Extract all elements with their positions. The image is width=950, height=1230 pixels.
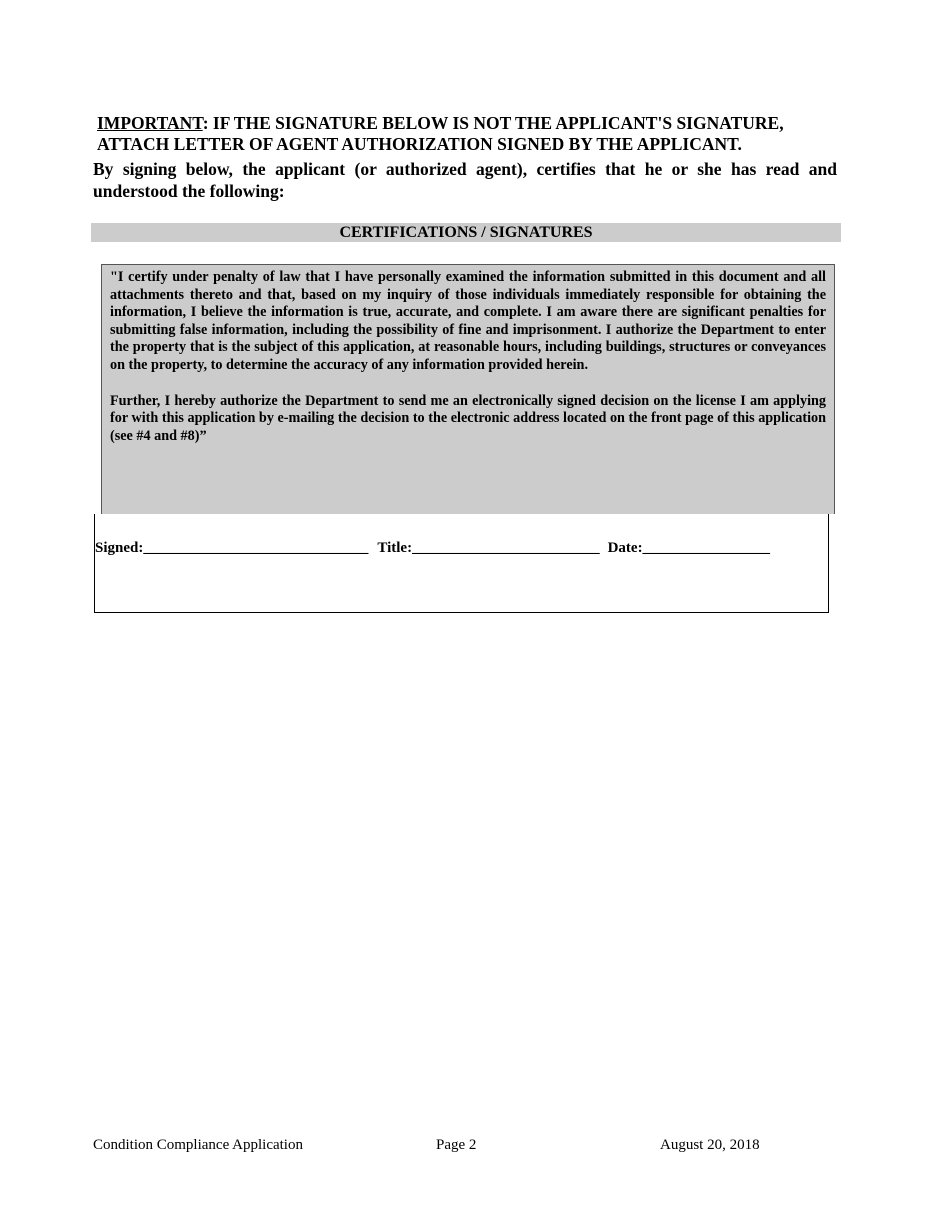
title-field[interactable]: Title:_________________________	[377, 540, 600, 556]
intro-statement: By signing below, the applicant (or authorized agent), certifies that he or she has read and understood the following:	[93, 159, 837, 201]
section-header: CERTIFICATIONS / SIGNATURES	[91, 223, 841, 242]
important-text: : IF THE SIGNATURE BELOW IS NOT THE APPLICANT'S SIGNATURE,	[202, 113, 784, 133]
important-notice-line2: ATTACH LETTER OF AGENT AUTHORIZATION SIGNED BY THE APPLICANT.	[97, 134, 742, 154]
important-notice-line1	[97, 113, 857, 134]
signature-box	[94, 514, 829, 613]
footer-page-number: Page 2	[436, 1137, 477, 1153]
date-field[interactable]: Date:_________________	[607, 540, 771, 556]
footer-date: August 20, 2018	[660, 1137, 760, 1153]
footer-document-name: Condition Compliance Application	[93, 1137, 303, 1153]
important-notice	[97, 113, 857, 155]
certification-box	[101, 264, 835, 514]
signature-line	[95, 540, 770, 557]
important-label: IMPORTANT	[97, 113, 203, 133]
certification-paragraph-2: Further, I hereby authorize the Department to send me an electronically signed decision on the license I am applying for with this application by e-mailing the decision to the electronic address located on the front page of this application (see #4 and #8)”	[110, 392, 826, 444]
certification-paragraph-1: "I certify under penalty of law that I have personally examined the information submitted in this document and all attachments thereto and that, based on my inquiry of those individuals immediately responsible for obtaining the information, I believe the information is true, accurate, and complete. I am aware there are significant penalties for submitting false information, including the possibility of fine and imprisonment. I authorize the Department to enter the property that is the subject of this application, at reasonable hours, including buildings, structures or conveyances on the property, to determine the accuracy of any information provided herein.	[110, 269, 826, 373]
signed-field[interactable]: Signed:______________________________	[95, 540, 369, 556]
